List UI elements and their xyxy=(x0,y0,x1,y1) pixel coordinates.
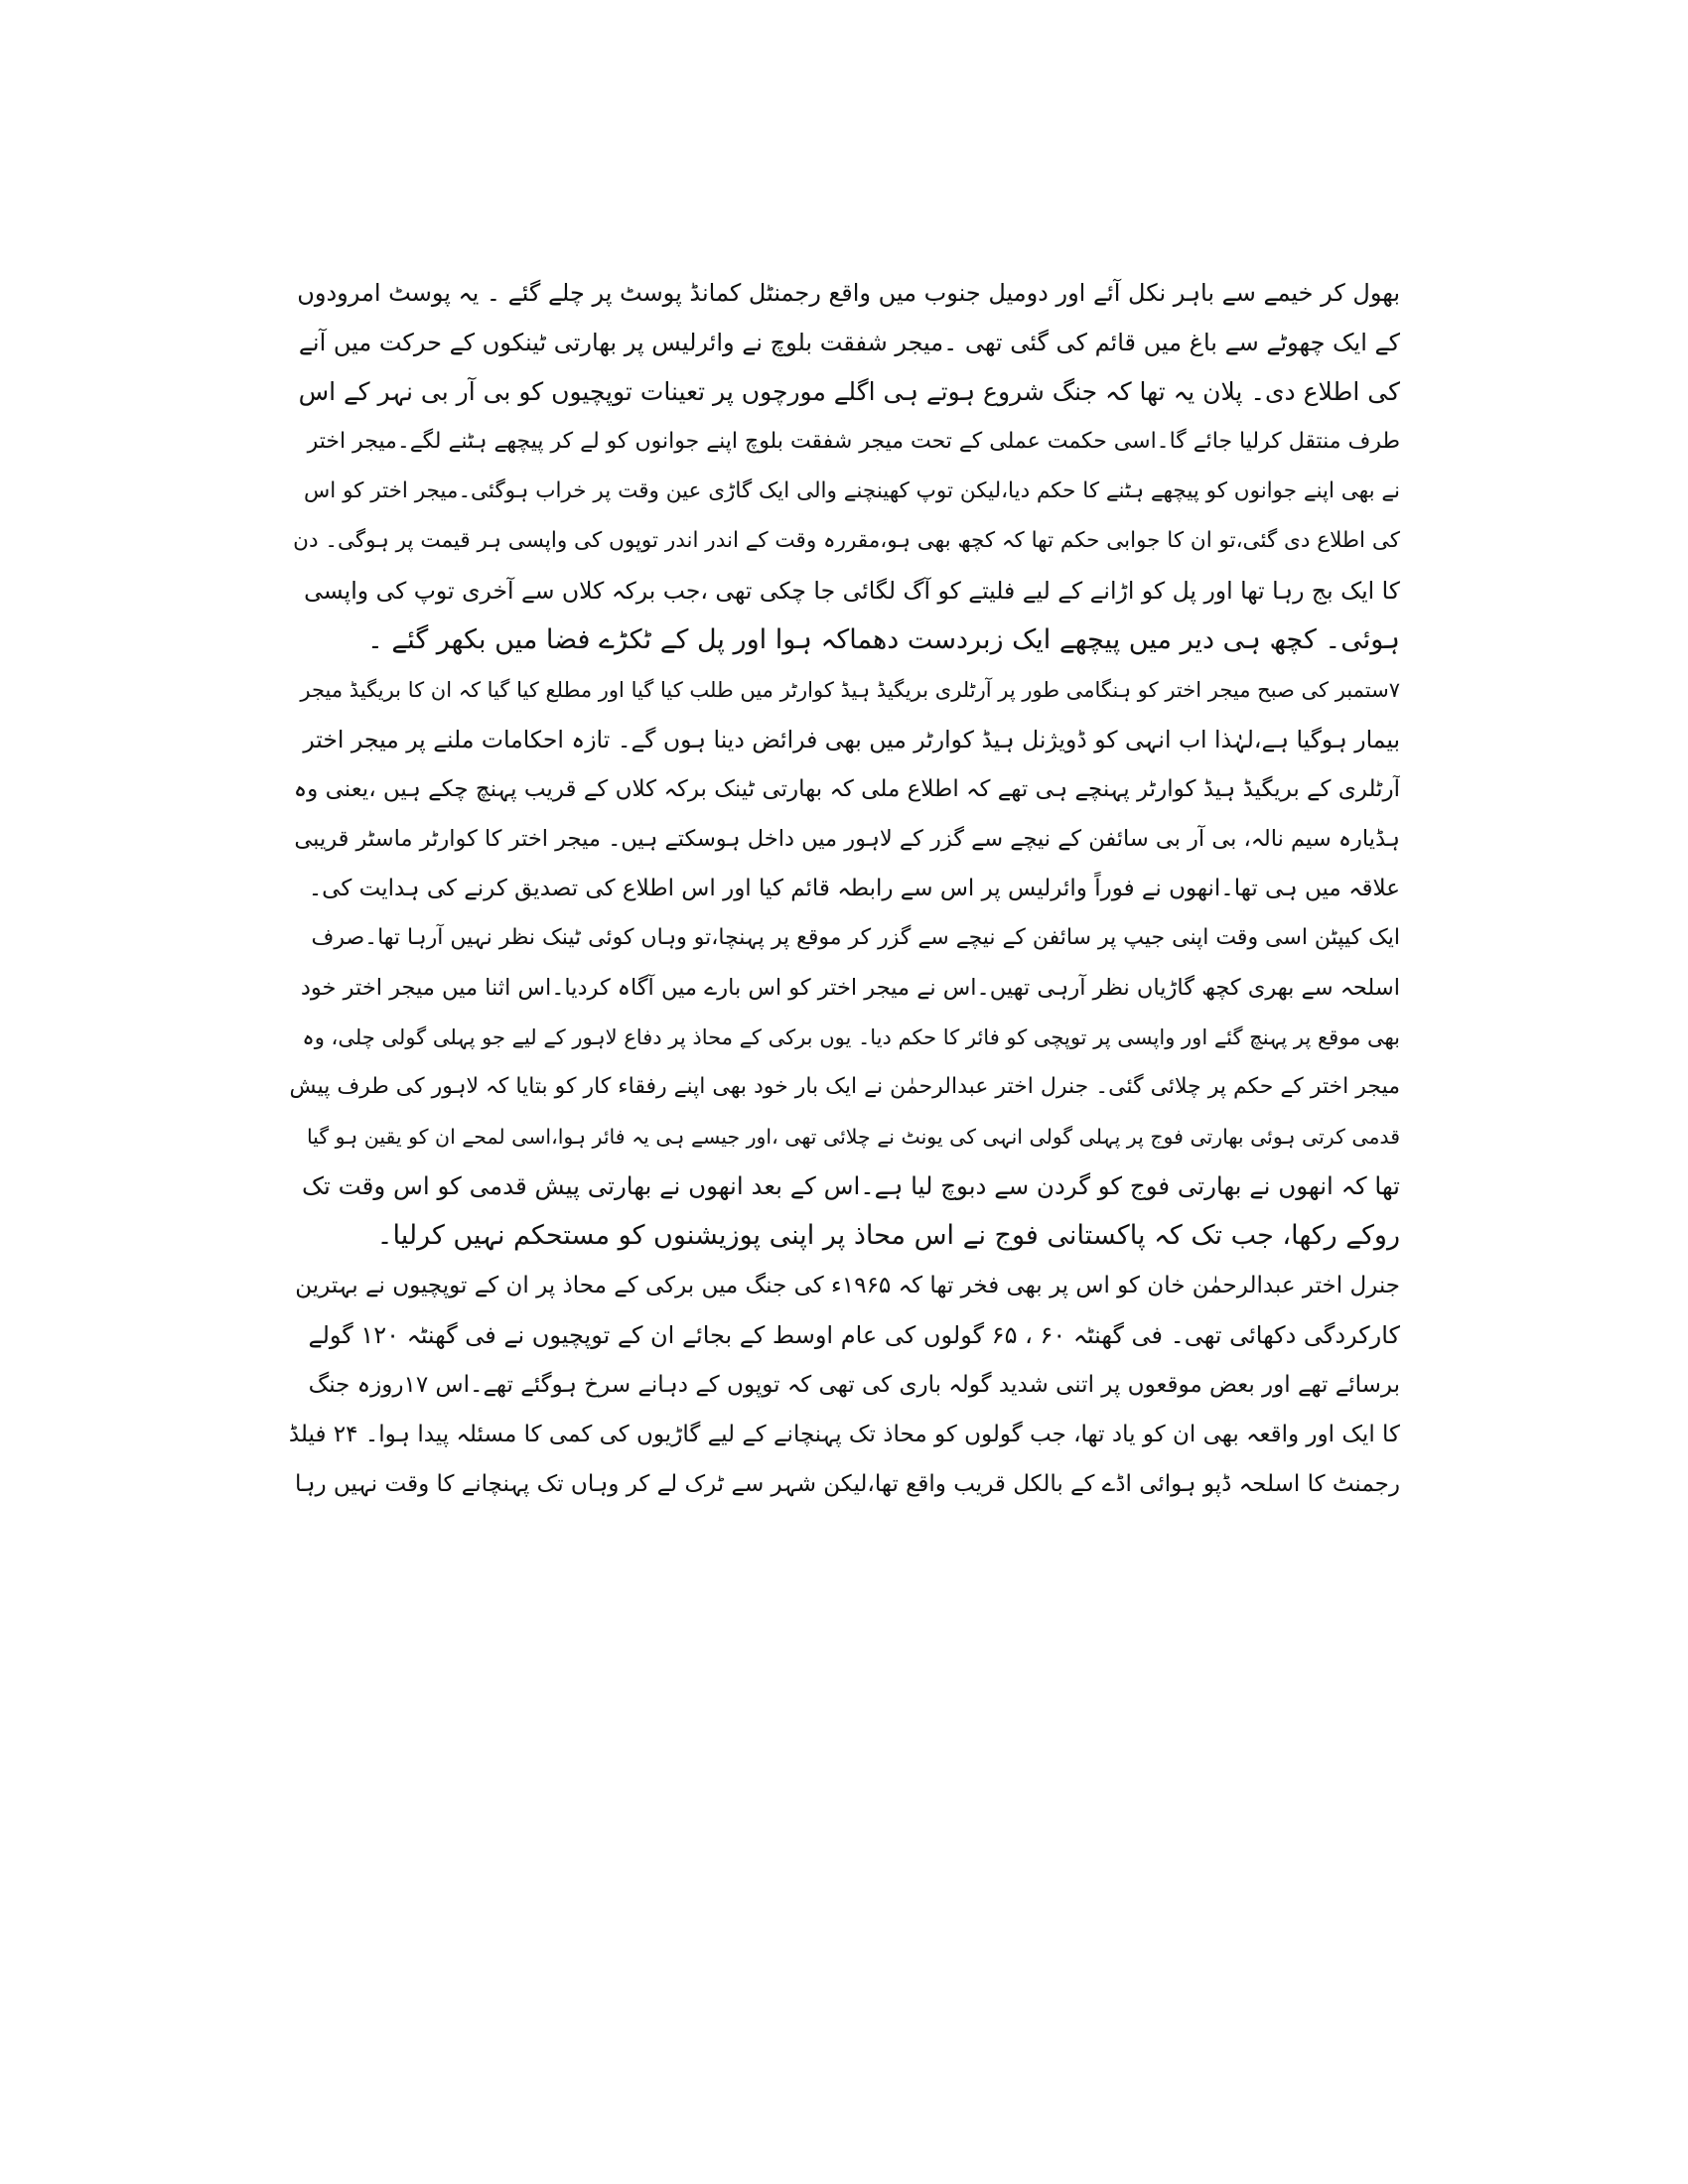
text-line: کی اطلاع دی۔ پلان یہ تھا کہ جنگ شروع ہوتے ہی اگلے مورچوں پر تعینات توپچیوں کو بی آر بی نہر کے اس xyxy=(298,377,1400,406)
body-text xyxy=(288,268,1400,1509)
text-line: کارکردگی دکھائی تھی۔ فی گھنٹہ ۶۰ ، ۶۵ گولوں کی عام اوسط کے بجائے ان کے توپچیوں نے فی گھنٹہ ۱۲۰ گولے xyxy=(308,1321,1400,1349)
paragraph-3 xyxy=(288,1261,1400,1509)
text-line: طرف منتقل کرلیا جائے گا۔اسی حکمت عملی کے تحت میجر شفقت بلوچ اپنے جوانوں کو لے کر پیچھے ہٹنے لگے۔میجر اختر xyxy=(307,429,1400,454)
text-line: کا ایک بج رہا تھا اور پل کو اڑانے کے لیے فلیتے کو آگ لگائی جا چکی تھی ،جب برکہ کلاں سے آخری توپ کی واپسی xyxy=(304,577,1400,605)
paragraph-2 xyxy=(288,665,1400,1261)
text-line: ہوئی۔ کچھ ہی دیر میں پیچھے ایک زبردست دھماکہ ہوا اور پل کے ٹکڑے فضا میں بکھر گئے ۔ xyxy=(366,624,1400,655)
text-line: کا ایک اور واقعہ بھی ان کو یاد تھا، جب گولوں کو محاذ تک پہنچانے کے لیے گاڑیوں کی کمی کا مسئلہ پیدا ہوا۔ ۲۴ فیلڈ xyxy=(288,1422,1400,1447)
text-line: کی اطلاع دی گئی،تو ان کا جوابی حکم تھا کہ کچھ بھی ہو،مقررہ وقت کے اندر اندر توپوں کی واپسی ہر قیمت پر ہوگی۔ دن xyxy=(293,528,1400,553)
text-line: کے ایک چھوٹے سے باغ میں قائم کی گئی تھی ۔میجر شفقت بلوچ نے وائرلیس پر بھارتی ٹینکوں کے حرکت میں آنے xyxy=(298,329,1400,356)
text-line: بیمار ہوگیا ہے،لہٰذا اب انہی کو ڈویژنل ہیڈ کوارٹر میں بھی فرائض دینا ہوں گے۔ تازہ احکامات ملنے پر میجر اختر xyxy=(303,726,1400,753)
text-line: رجمنٹ کا اسلحہ ڈپو ہوائی اڈے کے بالکل قریب واقع تھا،لیکن شہر سے ٹرک لے کر وہاں تک پہنچانے کا وقت نہیں رہا xyxy=(294,1471,1400,1497)
text-line: بھی موقع پر پہنچ گئے اور واپسی پر توپچی کو فائر کا حکم دیا۔ یوں برکی کے محاذ پر دفاع لاہور کے لیے جو پہلی گولی چلی، وہ xyxy=(302,1025,1400,1049)
text-line: ایک کیپٹن اسی وقت اپنی جیپ پر سائفن کے نیچے سے گزر کر موقع پر پہنچا،تو وہاں کوئی ٹینک نظر نہیں آرہا تھا۔صرف xyxy=(311,925,1400,950)
text-line: جنرل اختر عبدالرحمٰن خان کو اس پر بھی فخر تھا کہ ۱۹۶۵ء کی جنگ میں برکی کے محاذ پر ان کے توپچیوں نے بہترین xyxy=(295,1273,1400,1298)
text-line: میجر اختر کے حکم پر چلائی گئی۔ جنرل اختر عبدالرحمٰن نے ایک بار خود بھی اپنے رفقاء کار کو بتایا کہ لاہور کی طرف پیش xyxy=(289,1074,1400,1099)
text-line: اسلحہ سے بھری کچھ گاڑیاں نظر آرہی تھیں۔اس نے میجر اختر کو اس بارے میں آگاہ کردیا۔اس اثنا میں میجر اختر خود xyxy=(300,975,1400,1001)
text-line: ہڈیارہ سیم نالہ، بی آر بی سائفن کے نیچے سے گزر کے لاہور میں داخل ہوسکتے ہیں۔ میجر اختر کا کوارٹر ماسٹر قریبی xyxy=(294,826,1400,852)
text-line: روکے رکھا، جب تک کہ پاکستانی فوج نے اس محاذ پر اپنی پوزیشنوں کو مستحکم نہیں کرلیا۔ xyxy=(376,1220,1400,1251)
text-line: قدمی کرتی ہوئی بھارتی فوج پر پہلی گولی انہی کی یونٹ نے چلائی تھی ،اور جیسے ہی یہ فائر ہوا،اسی لمحے ان کو یقین ہو گیا xyxy=(306,1125,1400,1149)
paragraph-1 xyxy=(288,268,1400,665)
text-line: تھا کہ انھوں نے بھارتی فوج کو گردن سے دبوچ لیا ہے۔اس کے بعد انھوں نے بھارتی پیش قدمی کو اس وقت تک xyxy=(302,1171,1400,1200)
text-line: آرٹلری کے بریگیڈ ہیڈ کوارٹر پہنچے ہی تھے کہ اطلاع ملی کہ بھارتی ٹینک برکہ کلاں کے قریب پہنچ چکے ہیں ،یعنی وہ xyxy=(293,776,1400,802)
text-line: برسائے تھے اور بعض موقعوں پر اتنی شدید گولہ باری کی تھی کہ توپوں کے دہانے سرخ ہوگئے تھے۔اس ۱۷روزہ جنگ xyxy=(308,1372,1400,1398)
text-line: بھول کر خیمے سے باہر نکل آئے اور دومیل جنوب میں واقع رجمنٹل کمانڈ پوسٹ پر چلے گئے ۔ یہ پوسٹ امرودوں xyxy=(297,279,1400,307)
text-line: نے بھی اپنے جوانوں کو پیچھے ہٹنے کا حکم دیا،لیکن توپ کھینچنے والی ایک گاڑی عین وقت پر خراب ہوگئی۔میجر اختر کو اس xyxy=(304,478,1400,503)
text-line: علاقہ میں ہی تھا۔انھوں نے فوراً وائرلیس پر اس سے رابطہ قائم کیا اور اس اطلاع کی تصدیق کرنے کی ہدایت کی۔ xyxy=(308,876,1400,901)
text-line: ۷ستمبر کی صبح میجر اختر کو ہنگامی طور پر آرٹلری بریگیڈ ہیڈ کوارٹر میں طلب کیا گیا اور مطلع کیا گیا کہ ان کا بریگیڈ میجر xyxy=(300,678,1400,702)
